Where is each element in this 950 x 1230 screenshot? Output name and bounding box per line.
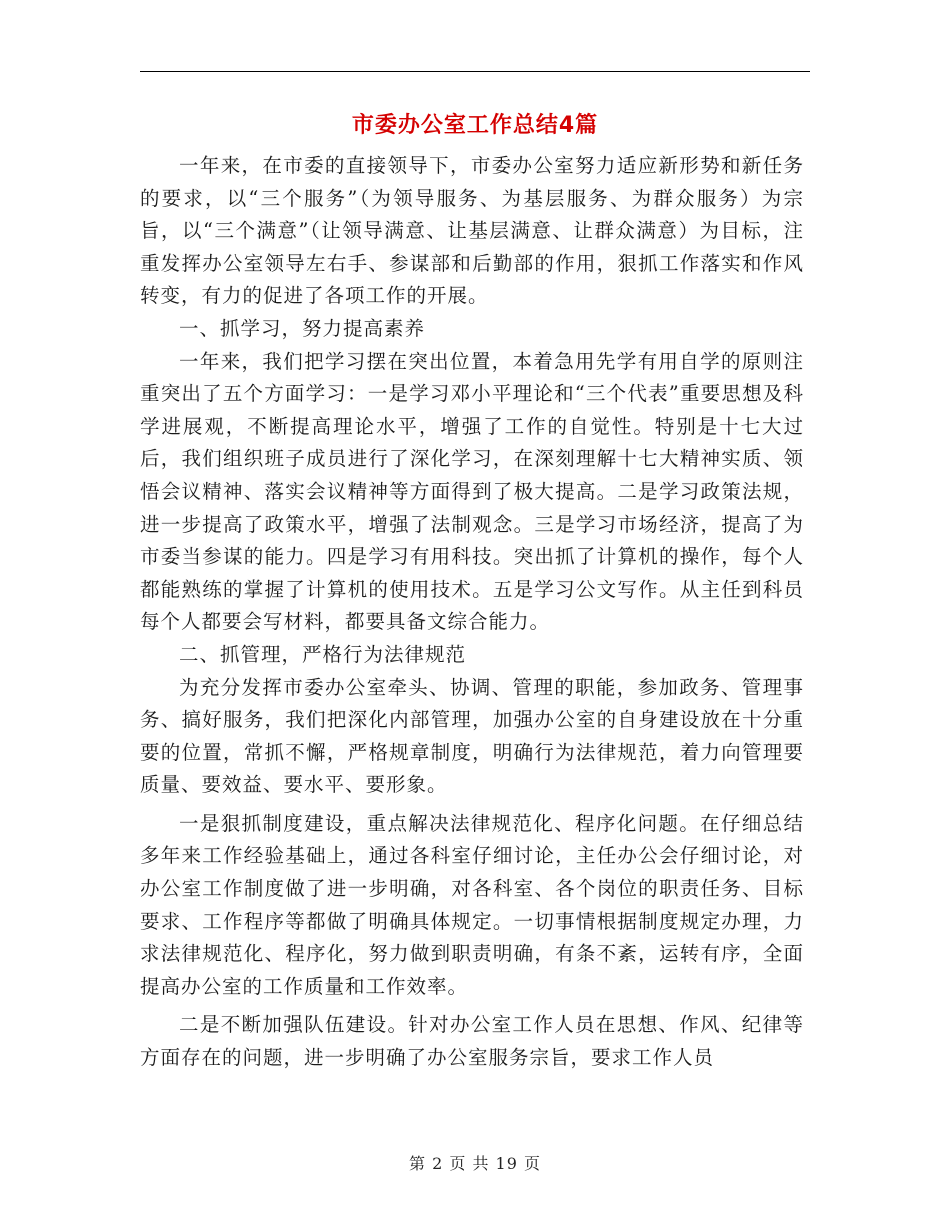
document-body (140, 150, 804, 1075)
paragraph-study: 一年来，我们把学习摆在突出位置，本着急用先学有用自学的原则注重突出了五个方面学习：一是学习邓小平理论和“三个代表”重要思想及科学进展观，不断提高理论水平，增强了工作的自觉性。特别是十七大过后，我们组织班子成员进行了深化学习，在深刻理解十七大精神实质、领悟会议精神、落实会议精神等方面得到了极大提高。二是学习政策法规，进一步提高了政策水平，增强了法制观念。三是学习市场经济，提高了为市委当参谋的能力。四是学习有用科技。突出抓了计算机的操作，每个人都能熟练的掌握了计算机的使用技术。五是学习公文写作。从主任到科员每个人都要会写材料，都要具备文综合能力。 (140, 349, 804, 634)
paragraph-management: 为充分发挥市委办公室牵头、协调、管理的职能，参加政务、管理事务、搞好服务，我们把深化内部管理，加强办公室的自身建设放在十分重要的位置，常抓不懈，严格规章制度，明确行为法律规范，着力向管理要质量、要效益、要水平、要形象。 (140, 675, 804, 797)
paragraph-system-building: 一是狠抓制度建设，重点解决法律规范化、程序化问题。在仔细总结多年来工作经验基础上，通过各科室仔细讨论，主任办公会仔细讨论，对办公室工作制度做了进一步明确，对各科室、各个岗位的职责任务、目标要求、工作程序等都做了明确具体规定。一切事情根据制度规定办理，力求法律规范化、程序化，努力做到职责明确，有条不紊，运转有序，全面提高办公室的工作质量和工作效率。 (140, 811, 804, 998)
header-rule (140, 71, 810, 72)
paragraph-intro: 一年来，在市委的直接领导下，市委办公室努力适应新形势和新任务的要求，以“三个服务”（为领导服务、为基层服务、为群众服务）为宗旨，以“三个满意”（让领导满意、让基层满意、让群众满意）为目标，注重发挥办公室领导左右手、参谋部和后勤部的作用，狠抓工作落实和作风转变，有力的促进了各项工作的开展。 (140, 154, 804, 308)
paragraph-team-building: 二是不断加强队伍建设。针对办公室工作人员在思想、作风、纪律等方面存在的问题，进一步明确了办公室服务宗旨，要求工作人员 (140, 1013, 804, 1070)
document-title: 市委办公室工作总结4篇 (351, 113, 599, 138)
page-number-footer: 第 2 页 共 19 页 (409, 1154, 541, 1173)
section-heading-study: 一、抓学习，努力提高素养 (179, 316, 426, 340)
section-heading-management: 二、抓管理，严格行为法律规范 (179, 642, 467, 666)
